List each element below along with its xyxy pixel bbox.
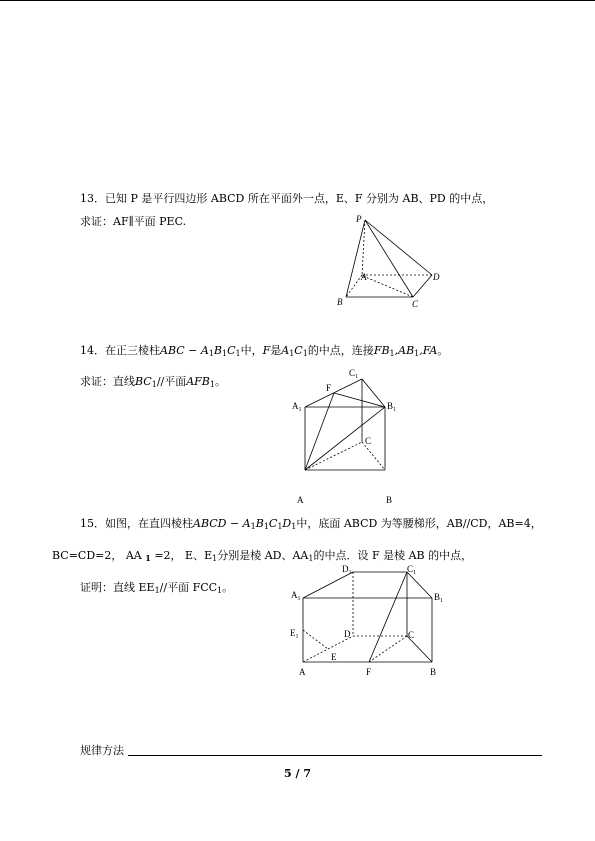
problem-13-statement: 13．已知 P 是平行四边形 ABCD 所在平面外一点，E、F 分别为 AB、PD 的中点， [80, 192, 494, 205]
label-F: F [366, 667, 372, 677]
problem-15-conditions: BC=CD=2， AA $_1$ =2， E、$E_1$分别是棱 AD、$AA_1$的中点．设 F 是棱 AB 的中点， [52, 549, 473, 563]
method-label: 规律方法 [80, 744, 124, 757]
label-B: B [386, 495, 393, 505]
label-D: D [344, 629, 351, 639]
problem-15-proof-goal: 证明：直线 $EE_1//$平面 $FCC_1$。 [80, 581, 234, 595]
edge-A1D1 [303, 572, 353, 598]
label-D1: $D_1$ [342, 564, 352, 576]
label-A1: $A_1$ [291, 590, 301, 602]
label-B: B [430, 667, 437, 677]
problem-13-proof-goal: 求证：AF∥平面 PEC. [80, 215, 187, 228]
line-FC1 [369, 572, 407, 662]
label-E1: $E_1$ [290, 628, 299, 640]
line-E1E-hidden [303, 630, 328, 649]
problem-14-statement: 14．在正三棱柱ABC − $A_1B_1C_1$中，F是$A_1C_1$的中点，连接$FB_1,AB_1,FA$。 [80, 344, 449, 358]
label-E: E [331, 652, 337, 662]
label-A1: $A_1$ [292, 401, 302, 413]
label-B1: $B_1$ [434, 592, 444, 604]
label-C1: $C_1$ [407, 564, 417, 576]
edge-C1B1 [407, 572, 432, 598]
label-C1: $C_1$ [349, 368, 359, 380]
edge-AD-hidden [303, 636, 353, 662]
label-B: B [337, 297, 343, 307]
problem-14-proof-goal: 求证：直线$BC_1//$平面$AFB_1$。 [80, 375, 226, 389]
method-answer-line [128, 755, 542, 756]
label-D: D [433, 272, 440, 282]
label-A: A [297, 495, 304, 505]
label-C: C [408, 630, 415, 640]
label-A: A [361, 272, 367, 282]
label-B1: $B_1$ [387, 401, 397, 413]
label-F: F [326, 383, 332, 393]
label-C: C [365, 436, 372, 446]
label-A: A [299, 667, 306, 677]
page-number: 5 / 7 [284, 767, 311, 780]
label-C: C [412, 299, 419, 309]
label-P: P [356, 214, 362, 224]
problem-15-statement: 15．如图，在直四棱柱ABCD − $A_1B_1C_1D_1$中，底面 ABCD 为等腰梯形，AB//CD，AB=4， [80, 517, 542, 531]
